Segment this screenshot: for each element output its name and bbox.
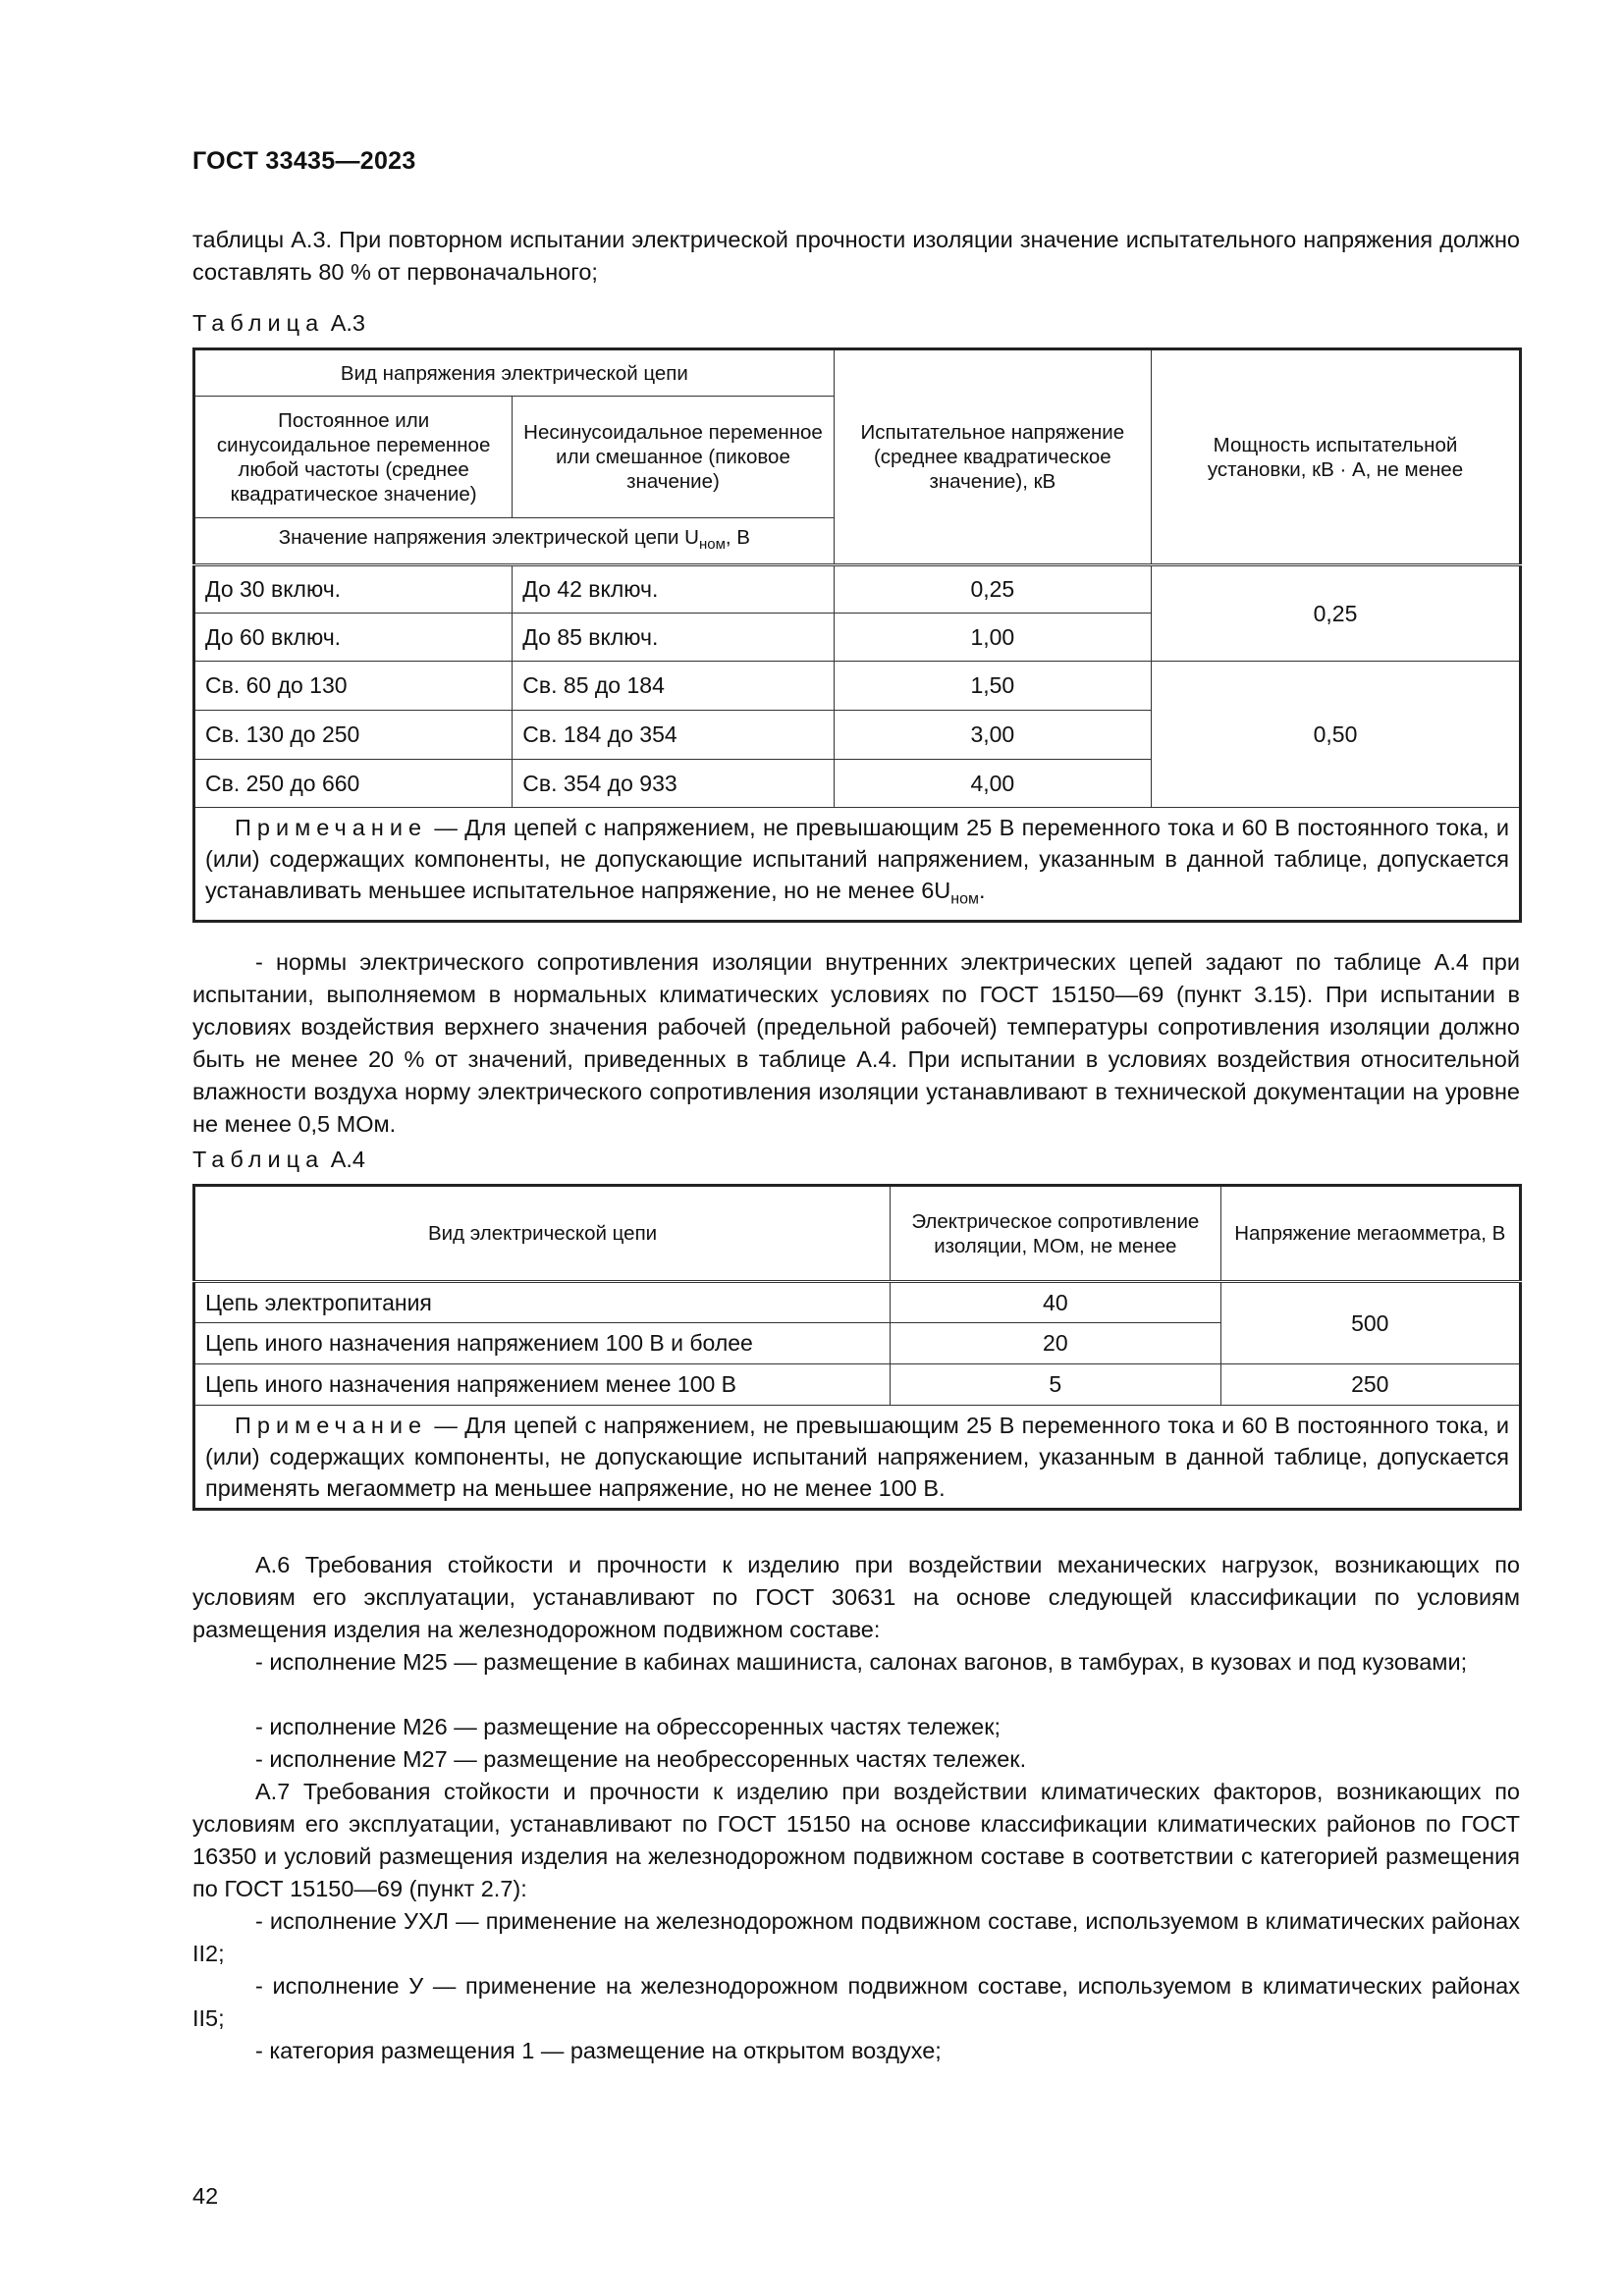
- table-cell: Св. 354 до 933: [513, 760, 834, 808]
- note-text: — Для цепей с напряжением, не превышающим 25 В переменного тока и 60 В постоянного тока, и (или) содержащих компоненты, не допускающие испытаний напряжением, указанным в данной таблице, допускается устанавливать меньшее испытательное напряжение, но не менее 6U: [205, 815, 1509, 903]
- list-item: - исполнение У — применение на железнодорожном подвижном составе, используемом в климатических районах II5;: [192, 1973, 1520, 2031]
- table-cell: До 85 включ.: [513, 614, 834, 662]
- table-a3-voltage-subheader: [194, 518, 835, 565]
- table-cell: До 60 включ.: [194, 614, 513, 662]
- document-header: ГОСТ 33435—2023: [192, 147, 416, 175]
- table-a3-caption-number: А.3: [330, 310, 365, 336]
- table-a3-nonsine-header: Несинусоидальное переменное или смешанное (пиковое значение): [513, 397, 834, 518]
- note-end: .: [978, 878, 986, 903]
- intro-paragraph: таблицы А.3. При повторном испытании электрической прочности изоляции значение испытательного напряжения должно составлять 80 % от первоначального;: [192, 227, 1520, 285]
- table-a3-power-cell-1: 0,25: [1151, 565, 1520, 662]
- table-a4-resistance-header: Электрическое сопротивление изоляции, МОм, не менее: [891, 1186, 1220, 1282]
- list-item: - исполнение УХЛ — применение на железнодорожном подвижном составе, используемом в климатических районах II2;: [192, 1908, 1520, 1966]
- table-cell: Св. 184 до 354: [513, 711, 834, 760]
- table-row: [194, 565, 1521, 614]
- table-cell: Цепь иного назначения напряжением 100 В и более: [194, 1323, 891, 1364]
- note-text: — Для цепей с напряжением, не превышающим 25 В переменного тока и 60 В постоянного тока, и (или) содержащих компоненты, не допускающие испытаний напряжением, указанным в данной таблице, допускается применять мегаомметр на меньшее напряжение, но не менее 100 В.: [205, 1413, 1509, 1501]
- table-row: [194, 1282, 1521, 1323]
- table-cell: Св. 130 до 250: [194, 711, 513, 760]
- note-label: Примечание: [235, 1413, 428, 1438]
- section-a6-text: А.6 Требования стойкости и прочности к изделию при воздействии механических нагрузок, возникающих по условиям его эксплуатации, устанавливают по ГОСТ 30631 на основе следующей классификации по условиям размещения изделия на железнодорожном подвижном составе:: [192, 1552, 1520, 1642]
- list-item: - исполнение М26 — размещение на обрессоренных частях тележек;: [255, 1714, 1001, 1739]
- table-cell: 0,25: [834, 565, 1151, 614]
- list-item: - категория размещения 1 — размещение на открытом воздухе;: [255, 2038, 942, 2063]
- table-a3-test-voltage-header: Испытательное напряжение (среднее квадратическое значение), кВ: [834, 349, 1151, 565]
- table-cell: Св. 85 до 184: [513, 662, 834, 711]
- subheader-text: Значение напряжения электрической цепи U: [278, 525, 699, 549]
- table-cell: 40: [891, 1282, 1220, 1323]
- table-a4-caption: [192, 1147, 365, 1173]
- table-row: [194, 1364, 1521, 1406]
- table-a3-note: [194, 808, 1521, 922]
- table-cell: 20: [891, 1323, 1220, 1364]
- table-a3-caption: [192, 310, 365, 337]
- table-cell: 5: [891, 1364, 1220, 1406]
- table-cell: 1,50: [834, 662, 1151, 711]
- table-a4-note: [194, 1406, 1521, 1510]
- table-cell: Цепь электропитания: [194, 1282, 891, 1323]
- list-item: - исполнение М25 — размещение в кабинах машиниста, салонах вагонов, в тамбурах, в кузовах и под кузовами;: [255, 1649, 1468, 1675]
- table-cell: 1,00: [834, 614, 1151, 662]
- table-a4-caption-word: Таблица: [192, 1147, 325, 1172]
- table-cell: 3,00: [834, 711, 1151, 760]
- page-number: 42: [192, 2183, 219, 2209]
- table-cell: Цепь иного назначения напряжением менее 100 В: [194, 1364, 891, 1406]
- table-a4-voltage-cell-2: 250: [1220, 1364, 1520, 1406]
- table-a3: [192, 347, 1522, 923]
- section-a7-text: А.7 Требования стойкости и прочности к изделию при воздействии климатических факторов, возникающих по условиям его эксплуатации, устанавливают по ГОСТ 15150 на основе классификации климатических районов по ГОСТ 16350 и условий размещения изделия на железнодорожном подвижном составе в соответствии с категорией размещения по ГОСТ 15150—69 (пункт 2.7):: [192, 1779, 1520, 1901]
- paragraph-a4-intro: - нормы электрического сопротивления изоляции внутренних электрических цепей задают по таблице А.4 при испытании, выполняемом в нормальных климатических условиях по ГОСТ 15150—69 (пункт 3.15). При испытании в условиях воздействия верхнего значения рабочей (предельной рабочей) температуры сопротивления изоляции должно быть не менее 20 % от значений, приведенных в таблице А.4. При испытании в условиях воздействия относительной влажности воздуха норму электрического сопротивления изоляции устанавливают в технической документации на уровне не менее 0,5 МОм.: [192, 949, 1520, 1137]
- table-a4-voltage-cell-1: 500: [1220, 1282, 1520, 1364]
- table-a3-power-cell-2: 0,50: [1151, 662, 1520, 808]
- table-row: [194, 662, 1521, 711]
- table-a4-megger-header: Напряжение мегаомметра, В: [1220, 1186, 1520, 1282]
- table-cell: 4,00: [834, 760, 1151, 808]
- list-item: - исполнение М27 — размещение на необрессоренных частях тележек.: [255, 1746, 1027, 1772]
- table-cell: До 42 включ.: [513, 565, 834, 614]
- table-a4: [192, 1184, 1522, 1511]
- note-subscript: ном: [950, 890, 979, 908]
- subheader-tail: , В: [725, 525, 750, 549]
- table-cell: Св. 250 до 660: [194, 760, 513, 808]
- table-cell: Св. 60 до 130: [194, 662, 513, 711]
- table-a3-dc-header: Постоянное или синусоидальное переменное любой частоты (среднее квадратическое значение): [194, 397, 513, 518]
- table-a3-group-header: Вид напряжения электрической цепи: [194, 349, 835, 397]
- table-a4-caption-number: А.4: [330, 1147, 365, 1172]
- table-cell: До 30 включ.: [194, 565, 513, 614]
- table-a3-caption-word: Таблица: [192, 310, 325, 336]
- table-a3-power-header: Мощность испытательной установки, кВ · А, не менее: [1151, 349, 1520, 565]
- subheader-subscript: ном: [698, 536, 726, 554]
- table-a4-circuit-header: Вид электрической цепи: [194, 1186, 891, 1282]
- note-label: Примечание: [235, 815, 428, 840]
